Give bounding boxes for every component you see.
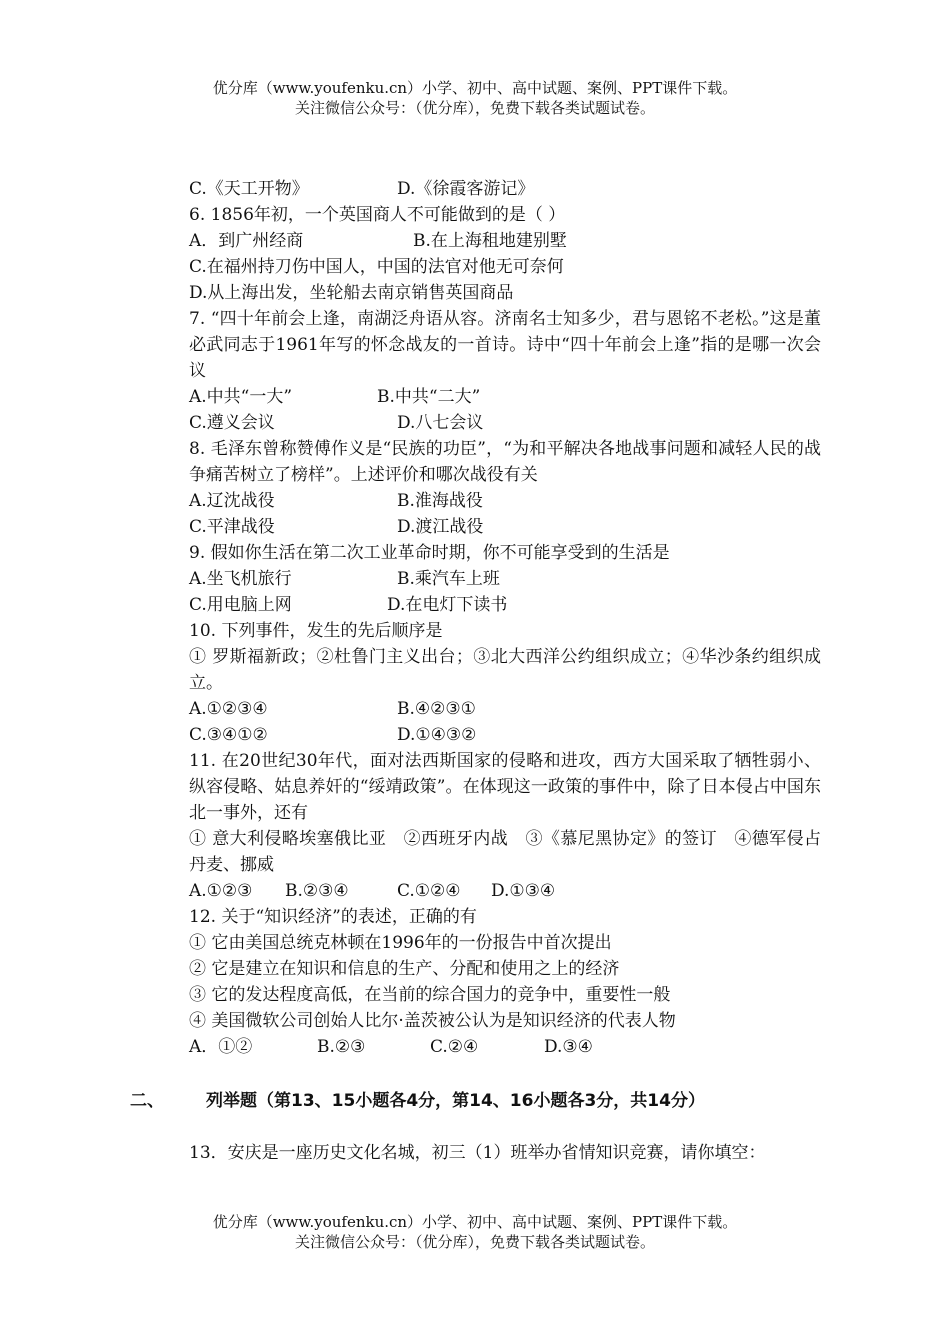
q7-option-a: A.中共“一大” [189, 387, 293, 407]
q10-options-ab [189, 696, 821, 722]
q11-option-c: C.①②④ [397, 881, 461, 901]
q8-option-d: D.渡江战役 [397, 517, 484, 537]
q7-option-b: B.中共“二大” [377, 387, 481, 407]
q8-options-ab [189, 488, 821, 514]
q7-options-ab [189, 384, 821, 410]
q12-option-d: D.③④ [544, 1037, 593, 1057]
q11-option-b: B.②③④ [285, 881, 349, 901]
q10-option-c: C.③④①② [189, 725, 268, 745]
questions-block [189, 176, 821, 1060]
q10-stem: 10. 下列事件，发生的先后顺序是 [189, 621, 443, 641]
q12-item-2: ② 它是建立在知识和信息的生产、分配和使用之上的经济 [189, 959, 620, 979]
q8-stem: 8. 毛泽东曾称赞傅作义是“民族的功臣”，“为和平解决各地战事问题和减轻人民的战争痛苦树立了榜样”。上述评价和哪次战役有关 [189, 439, 821, 485]
q6-stem: 6. 1856年初，一个英国商人不可能做到的是（ ） [189, 205, 566, 225]
q11-options [189, 878, 821, 904]
q7-option-d: D.八七会议 [397, 413, 484, 433]
q11-option-a: A.①②③ [189, 881, 253, 901]
q10-option-a: A.①②③④ [189, 699, 268, 719]
q8-option-a: A.辽沈战役 [189, 491, 275, 511]
q6-option-d: D.从上海出发，坐轮船去南京销售英国商品 [189, 283, 514, 303]
q9-option-a: A.坐飞机旅行 [189, 569, 292, 589]
q9-option-d: D.在电灯下读书 [387, 595, 508, 615]
q12-option-a: A．①② [189, 1037, 253, 1057]
q11-option-d: D.①③④ [491, 881, 556, 901]
q12-stem: 12. 关于“知识经济”的表述，正确的有 [189, 907, 477, 927]
q11-items: ① 意大利侵略埃塞俄比亚 ②西班牙内战 ③《慕尼黑协定》的签订 ④德军侵占丹麦、挪威 [189, 829, 821, 875]
q12-option-b: B.②③ [317, 1037, 366, 1057]
q9-option-b: B.乘汽车上班 [397, 569, 500, 589]
q9-stem: 9. 假如你生活在第二次工业革命时期，你不可能享受到的生活是 [189, 543, 670, 563]
q12-item-1: ① 它由美国总统克林顿在1996年的一份报告中首次提出 [189, 933, 612, 953]
q10-items: ① 罗斯福新政；②杜鲁门主义出台；③北大西洋公约组织成立；④华沙条约组织成立。 [189, 647, 821, 693]
q5-option-c: C.《天工开物》 [189, 179, 309, 199]
q12-option-c: C.②④ [430, 1037, 479, 1057]
q5-option-d: D.《徐霞客游记》 [397, 179, 535, 199]
header-line-1: 优分库（www.youfenku.cn）小学、初中、高中试题、案例、PPT课件下载。 [212, 79, 738, 97]
q7-options-cd [189, 410, 821, 436]
q10-options-cd [189, 722, 821, 748]
q8-options-cd [189, 514, 821, 540]
q6-option-c: C.在福州持刀伤中国人，中国的法官对他无可奈何 [189, 257, 564, 277]
page-footer [0, 1212, 950, 1252]
page-header [0, 78, 950, 118]
q8-option-c: C.平津战役 [189, 517, 275, 537]
q12-item-3: ③ 它的发达程度高低，在当前的综合国力的竞争中，重要性一般 [189, 985, 671, 1005]
q9-options-cd [189, 592, 821, 618]
q12-options [189, 1034, 821, 1060]
q10-option-b: B.④②③① [397, 699, 476, 719]
q9-option-c: C.用电脑上网 [189, 595, 292, 615]
q8-option-b: B.淮海战役 [397, 491, 483, 511]
footer-line-1: 优分库（www.youfenku.cn）小学、初中、高中试题、案例、PPT课件下载。 [212, 1213, 738, 1231]
q5-options [189, 176, 821, 202]
section-2-heading [130, 1088, 830, 1114]
footer-line-2: 关注微信公众号：（优分库），免费下载各类试题试卷。 [294, 1233, 655, 1251]
q7-stem: 7. “四十年前会上逢，南湖泛舟语从容。济南名士知多少，君与恩铭不老松。”这是董必武同志于1961年写的怀念战友的一首诗。诗中“四十年前会上逢”指的是哪一次会议 [189, 309, 821, 381]
q10-option-d: D.①④③② [397, 725, 477, 745]
q11-stem: 11. 在20世纪30年代，面对法西斯国家的侵略和进攻，西方大国采取了牺牲弱小、纵容侵略、姑息养奸的“绥靖政策”。在体现这一政策的事件中，除了日本侵占中国东北一事外，还有 [189, 751, 821, 823]
q9-options-ab [189, 566, 821, 592]
q13-stem: 13．安庆是一座历史文化名城，初三（1）班举办省情知识竞赛，请你填空： [189, 1143, 766, 1163]
q12-item-4: ④ 美国微软公司创始人比尔·盖茨被公认为是知识经济的代表人物 [189, 1011, 676, 1031]
section-2-number: 二、 [130, 1091, 164, 1111]
q6-option-b: B.在上海租地建别墅 [413, 231, 567, 251]
q7-option-c: C.遵义会议 [189, 413, 275, 433]
header-line-2: 关注微信公众号：（优分库），免费下载各类试题试卷。 [294, 99, 655, 117]
q6-options-ab [189, 228, 821, 254]
q6-option-a: A．到广州经商 [189, 231, 304, 251]
section-2-title: 列举题（第13、15小题各4分，第14、16小题各3分，共14分） [206, 1091, 705, 1111]
